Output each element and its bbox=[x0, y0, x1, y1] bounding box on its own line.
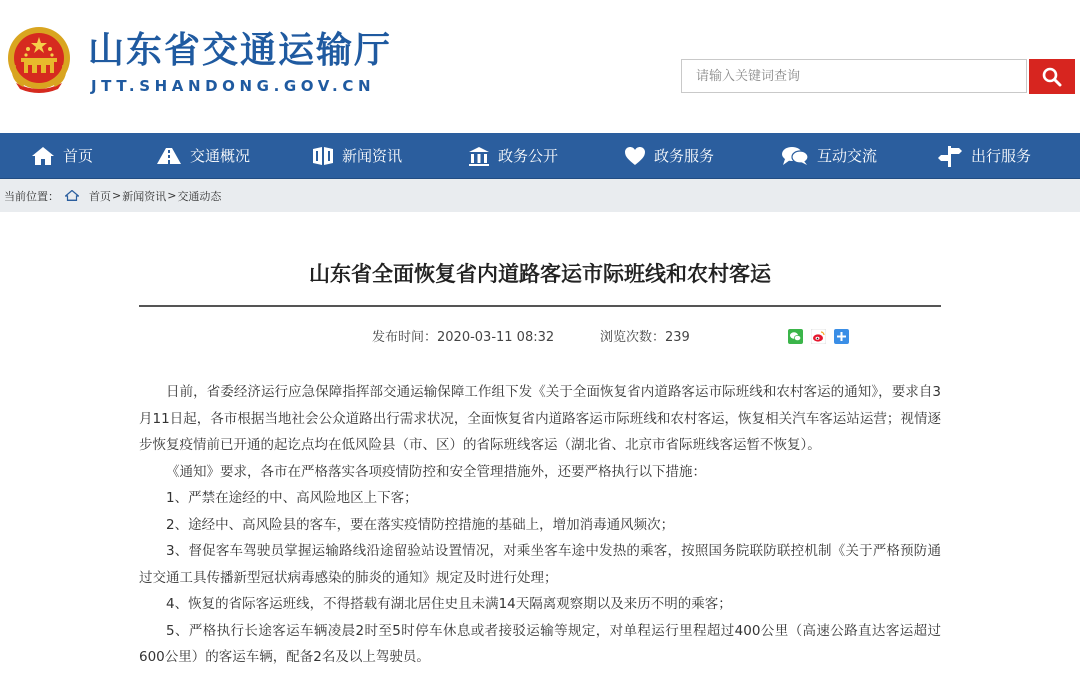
national-emblem-icon bbox=[6, 25, 72, 95]
book-icon bbox=[312, 146, 344, 166]
nav-item-interaction[interactable] bbox=[781, 133, 877, 178]
view-count: 浏览次数：239 bbox=[600, 330, 690, 345]
article-paragraph: 2、途经中、高风险县的客车，要在落实疫情防控措施的基础上，增加消毒通风频次； bbox=[166, 516, 675, 533]
breadcrumb-news-link[interactable]: 新闻资讯 bbox=[122, 189, 167, 203]
article-paragraph: 4、恢复的省际客运班线，不得搭载有湖北居住史且未满14天隔离观察期以及来历不明的乘客； bbox=[166, 596, 732, 612]
article-body bbox=[139, 379, 941, 671]
more-share-icon[interactable] bbox=[834, 329, 849, 344]
breadcrumb-separator: > bbox=[167, 189, 177, 202]
building-icon bbox=[468, 146, 500, 166]
nav-label: 新闻资讯 bbox=[342, 147, 403, 165]
breadcrumb bbox=[0, 179, 1080, 212]
nav-label: 出行服务 bbox=[971, 147, 1032, 165]
main-nav bbox=[0, 133, 1080, 179]
search-box bbox=[681, 59, 1027, 93]
nav-item-travel[interactable] bbox=[937, 133, 1031, 178]
signpost-icon bbox=[937, 145, 973, 167]
site-header bbox=[0, 0, 1080, 133]
publish-time: 发布时间：2020-03-11 08:32 bbox=[372, 330, 555, 345]
nav-item-gov-services[interactable] bbox=[624, 133, 714, 178]
weibo-share-icon[interactable] bbox=[811, 329, 826, 344]
search-input[interactable] bbox=[682, 60, 1022, 92]
article-title: 山东省全面恢复省内道路客运市际班线和农村客运 bbox=[309, 262, 771, 286]
chat-icon bbox=[781, 146, 819, 166]
search-button[interactable] bbox=[1029, 59, 1075, 94]
nav-label: 政务公开 bbox=[498, 147, 559, 165]
nav-item-overview[interactable] bbox=[156, 133, 250, 178]
nav-label: 首页 bbox=[63, 147, 94, 165]
wechat-share-icon[interactable] bbox=[788, 329, 803, 344]
home-icon bbox=[31, 146, 65, 166]
road-icon bbox=[156, 147, 192, 165]
article-paragraph: 5、严格执行长途客运车辆凌晨2时至5时停车休息或者接驳运输等规定，对单程运行里程超过400公里（高速公路直达客运超过600公里）的客运车辆，配备2名及以上驾驶员。 bbox=[139, 622, 941, 665]
nav-label: 交通概况 bbox=[190, 147, 251, 165]
site-domain: JTT.SHANDONG.GOV.CN bbox=[91, 77, 376, 95]
article-paragraph: 日前，省委经济运行应急保障指挥部交通运输保障工作组下发《关于全面恢复省内道路客运市际班线和农村客运的通知》，要求自3月11日起，各市根据当地社会公众道路出行需求状况，全面恢复省内道路客运市际班线和农村客运，恢复相关汽车客运站运营；视情逐步恢复疫情前已开通的起讫点均在低风险县（市、区）的省际班线客运（湖北省、北京市省际班线客运暂不恢复）。 bbox=[139, 384, 941, 453]
share-buttons bbox=[788, 329, 849, 344]
article-paragraph: 3、督促客车驾驶员掌握运输路线沿途留验站设置情况，对乘坐客车途中发热的乘客，按照国务院联防联控机制《关于严格预防通过交通工具传播新型冠状病毒感染的肺炎的通知》规定及时进行处理； bbox=[139, 543, 941, 586]
article-paragraph: 1、严禁在途经的中、高风险地区上下客； bbox=[166, 490, 418, 506]
heart-icon bbox=[624, 146, 656, 166]
article-paragraph: 《通知》要求，各市在严格落实各项疫情防控和安全管理措施外，还要严格执行以下措施： bbox=[166, 463, 706, 480]
nav-label: 互动交流 bbox=[817, 147, 878, 165]
nav-label: 政务服务 bbox=[654, 147, 715, 165]
site-title: 山东省交通运输厅 bbox=[88, 30, 393, 71]
title-divider bbox=[139, 305, 941, 307]
breadcrumb-home-link[interactable]: 首页 bbox=[89, 189, 111, 203]
search-icon bbox=[1042, 67, 1062, 87]
nav-item-home[interactable] bbox=[31, 133, 93, 178]
breadcrumb-label: 当前位置： bbox=[4, 189, 59, 203]
nav-item-gov-affairs[interactable] bbox=[468, 133, 558, 178]
home-icon[interactable] bbox=[65, 190, 79, 201]
breadcrumb-separator: > bbox=[112, 189, 122, 202]
nav-item-news[interactable] bbox=[312, 133, 402, 178]
breadcrumb-current-link[interactable]: 交通动态 bbox=[177, 189, 222, 203]
